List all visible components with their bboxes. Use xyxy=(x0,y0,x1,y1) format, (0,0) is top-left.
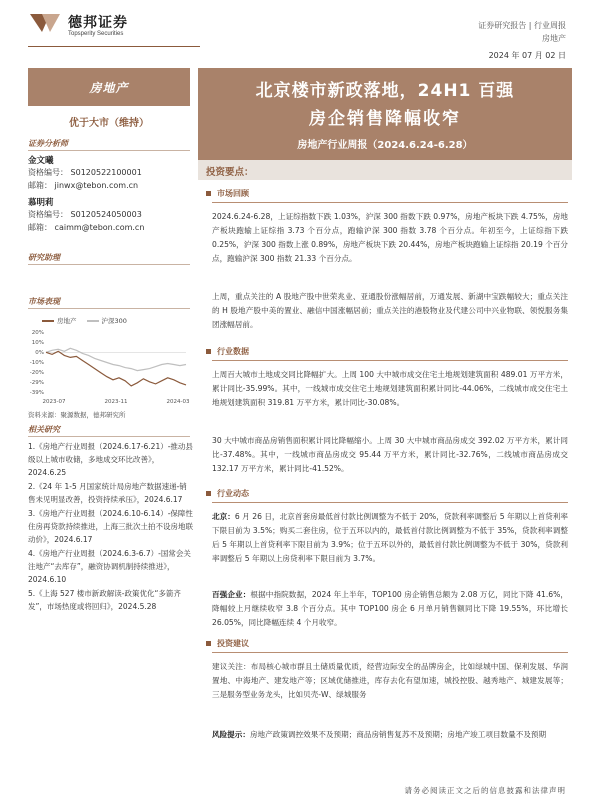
related-research-list xyxy=(28,440,194,614)
x-tick-label: 2023-11 xyxy=(104,399,128,405)
section-industry-data: 行业数据 xyxy=(206,346,249,357)
divider xyxy=(28,150,190,151)
divider xyxy=(212,202,568,203)
brand-english-name: Topsperity Securities xyxy=(68,31,124,37)
report-header xyxy=(0,0,600,68)
paragraph: 2024.6.24-6.28，上证综指数下跌 1.03%，沪深 300 指数下跌 0.97%，房地产板块下跌 4.75%，房地产板块跑输上证综指 3.73 个百分点，跑输沪深 300 指数 3.78 个百分点。年初至今，上证综指下跌 0.25%，沪深 300 指数上涨 0.89%，房地产板块下跌 20.44%，房地产板块跑输上证综指 20.19 个百分点，跑输沪深 300 指数 21.33 个百分点。 xyxy=(212,212,568,263)
chart-legend xyxy=(42,316,127,325)
company-logo xyxy=(28,10,62,36)
bullet-icon xyxy=(206,349,211,354)
divider xyxy=(212,502,568,503)
related-item[interactable]: 4.《房地产行业周报（2024.6.3-6.7）-国常会关注地产“去库存”，融资协调机制持续推进》，2024.6.10 xyxy=(28,549,191,584)
paragraph: 30 大中城市商品房销售面积累计同比降幅缩小。上周 30 大中城市商品房成交 392.02 万平方米，累计同比-37.48%。其中，一线城市商品房成交 95.44 万平方米，累计同比-32.76%，二线城市商品房成交 132.17 万平方米，累计同比-41.52%。 xyxy=(212,436,568,473)
y-tick-label: -29% xyxy=(29,380,44,386)
report-title-line2: 房企销售降幅收窄 xyxy=(309,109,461,129)
sector-label: 房地产 xyxy=(28,68,190,106)
summary-label: 投资要点： xyxy=(206,167,254,178)
x-tick-label: 2023-07 xyxy=(42,399,66,405)
section-suggestion: 投资建议 xyxy=(206,638,249,649)
analyst-cert: 资格编号： S0120524050003 xyxy=(28,210,142,219)
header-divider xyxy=(28,46,200,47)
paragraph-top100: 百强企业：根据中指院数据，2024 年上半年，TOP100 房企销售总额为 2.08 万亿，同比下降 41.6%，降幅较上月继续收窄 3.8 个百分点。其中 TOP100 房企 6 月单月销售额同比下降 19.55%，环比增长 26.05%，同比降幅连续 4 个月收窄。 xyxy=(212,590,568,627)
brand-name: 德邦证券 xyxy=(68,15,128,31)
paragraph-label: 北京： xyxy=(212,512,235,521)
report-sector: 房地产 xyxy=(542,34,566,43)
related-item[interactable]: 5.《上海 527 楼市新政解读-政策优化“多箭齐发”，市场热度或将回归》，2024.5.28 xyxy=(28,589,181,611)
x-tick-label: 2024-03 xyxy=(166,399,190,405)
divider xyxy=(28,436,190,437)
rating: 优于大市（维持） xyxy=(69,118,149,129)
report-subtitle: 房地产行业周报（2024.6.24-6.28） xyxy=(297,140,473,151)
bullet-icon xyxy=(206,641,211,646)
report-type: 证券研究报告 | 行业周报 xyxy=(478,21,566,30)
y-tick-label: 0% xyxy=(35,350,44,356)
y-tick-label: 10% xyxy=(31,340,44,346)
analyst-name: 金文曦 xyxy=(28,156,54,166)
analyst-section-title: 证券分析师 xyxy=(28,139,68,148)
related-item[interactable]: 1.《房地产行业周报（2024.6.17-6.21）-推动县级以上城市收储，多地成交环比改善》，2024.6.25 xyxy=(28,442,193,477)
divider xyxy=(212,360,568,361)
paragraph-label: 百强企业： xyxy=(212,590,251,599)
related-item[interactable]: 2.《24 年 1-5 月国家统计局房地产数据速递-销售未见明显改善，投资持续承压》，2024.6.17 xyxy=(28,482,187,504)
section-industry-news: 行业动态 xyxy=(206,488,249,499)
legend-item: 房地产 xyxy=(42,316,77,325)
y-tick-label: -39% xyxy=(29,390,44,396)
analyst-email[interactable]: 邮箱： jinwx@tebon.com.cn xyxy=(28,181,139,190)
report-title-line1: 北京楼市新政落地，24H1 百强 xyxy=(255,81,515,101)
disclaimer-footer: 请务必阅读正文之后的信息披露和法律声明 xyxy=(404,786,566,795)
risk-label: 风险提示： xyxy=(212,730,250,739)
series-line xyxy=(46,348,186,370)
divider xyxy=(212,652,568,653)
paragraph-beijing: 北京：6 月 26 日，北京首套房最低首付款比例调整为不低于 20%，贷款利率调整后 5 年期以上首贷利率下限目前为 3.5%；购买二套住房，位于五环以内的，最低首付款比例调整为不低于 35%，贷款利率调整后 5 年期以上首贷利率下限目前为 3.9%；位于五环以外的，最低首付款比例调整为不低于 30%，贷款利率调整后 5 年期以上房贷利率下限目前为 3.7%。 xyxy=(212,512,569,563)
analyst-name: 慕明莉 xyxy=(28,198,54,208)
bullet-icon xyxy=(206,191,211,196)
summary-header xyxy=(198,160,572,180)
assistant-section-title: 研究助理 xyxy=(28,253,60,262)
analyst-cert: 资格编号： S0120522100001 xyxy=(28,168,142,177)
paragraph: 上周，重点关注的 A 股地产股中世荣兆业、亚通股份涨幅居前，万通发展、新湖中宝跌幅较大；重点关注的 H 股地产股中美的置业、融信中国涨幅居前；重点关注的港股物业及代建公司中兴业物联、领悦服务集团涨幅居前。 xyxy=(212,292,568,329)
paragraph: 上周百大城市土地成交同比降幅扩大。上周 100 大中城市成交住宅土地规划建筑面积 489.01 万平方米，累计同比-35.99%。其中，一线城市成交住宅土地规划建筑面积累计同比-44.06%，二线城市成交住宅土地规划建筑面积 319.81 万平方米，累计同比-30.08%。 xyxy=(212,370,568,407)
y-tick-label: 20% xyxy=(31,330,44,336)
report-date: 2024 年 07 月 02 日 xyxy=(488,51,566,60)
title-banner xyxy=(198,68,572,160)
market-section-title: 市场表现 xyxy=(28,297,60,306)
market-performance-chart xyxy=(28,316,190,408)
related-item[interactable]: 3.《房地产行业周报（2024.6.10-6.14）-保障性住房再贷款持续推进，上海三批次土拍不设房地联动价》，2024.6.17 xyxy=(28,509,193,544)
analyst-email[interactable]: 邮箱： caimm@tebon.com.cn xyxy=(28,223,145,232)
divider xyxy=(28,264,190,265)
y-tick-label: -10% xyxy=(29,360,44,366)
risk-warning: 风险提示：房地产政策调控效果不及预期；商品房销售复苏不及预期；房地产竣工项目数量不及预期 xyxy=(212,730,547,739)
chart-plot xyxy=(28,326,190,406)
legend-item: 沪深300 xyxy=(87,316,127,325)
y-tick-label: -20% xyxy=(29,370,44,376)
divider xyxy=(28,308,190,309)
section-market-review: 市场回顾 xyxy=(206,188,249,199)
chart-source: 资料来源：聚源数据，德邦研究所 xyxy=(28,411,126,419)
bullet-icon xyxy=(206,491,211,496)
related-section-title: 相关研究 xyxy=(28,425,60,434)
paragraph: 建议关注：布局核心城市群且土储质量优质，经营边际安全的品牌房企，比如绿城中国、保利发展、华润置地、中海地产、建发地产等；区域优储推进，库存去化有望加速，城投控股、越秀地产、城建发展等；三是服务型业务龙头，比如贝壳-W、绿城服务 xyxy=(212,662,568,699)
series-line xyxy=(46,351,186,386)
